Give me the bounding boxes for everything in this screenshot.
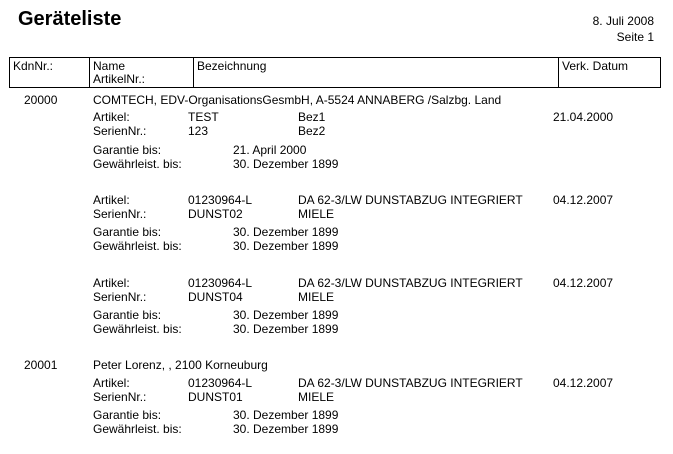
- customer-name: COMTECH, EDV-OrganisationsGesmbH, A-5524 ANNABERG /Salzbg. Land: [93, 93, 502, 107]
- bezeichnung-line1: DA 62-3/LW DUNSTABZUG INTEGRIERT: [298, 276, 523, 290]
- serien-number: DUNST01: [188, 390, 243, 404]
- verk-datum: 04.12.2007: [553, 376, 614, 390]
- verk-datum: 04.12.2007: [553, 276, 614, 290]
- bezeichnung-line2: MIELE: [298, 207, 335, 221]
- bezeichnung-line1: Bez1: [298, 110, 326, 124]
- label-garantie: Garantie bis:: [93, 308, 162, 322]
- garantie-date: 30. Dezember 1899: [233, 308, 339, 322]
- label-gewaehrleistung: Gewährleist. bis:: [93, 322, 182, 336]
- label-seriennr: SerienNr.:: [93, 124, 147, 138]
- gewaehrleistung-date: 30. Dezember 1899: [233, 239, 339, 253]
- bezeichnung-line2: Bez2: [298, 124, 326, 138]
- label-seriennr: SerienNr.:: [93, 290, 147, 304]
- gewaehrleistung-date: 30. Dezember 1899: [233, 157, 339, 171]
- label-seriennr: SerienNr.:: [93, 207, 147, 221]
- column-header-name: [90, 58, 194, 87]
- bezeichnung-line2: MIELE: [298, 290, 335, 304]
- bezeichnung-line1: DA 62-3/LW DUNSTABZUG INTEGRIERT: [298, 193, 523, 207]
- serien-number: DUNST02: [188, 207, 243, 221]
- garantie-date: 21. April 2000: [233, 143, 307, 157]
- garantie-date: 30. Dezember 1899: [233, 408, 339, 422]
- label-garantie: Garantie bis:: [93, 408, 162, 422]
- label-garantie: Garantie bis:: [93, 143, 162, 157]
- label-artikel: Artikel:: [93, 110, 130, 124]
- customer-name: Peter Lorenz, , 2100 Korneuburg: [93, 358, 268, 372]
- artikel-number: 01230964-L: [188, 276, 253, 290]
- label-gewaehrleistung: Gewährleist. bis:: [93, 422, 182, 436]
- column-header-verk-datum: [559, 58, 660, 87]
- report-date: 8. Juli 2008: [592, 14, 654, 28]
- bezeichnung-line2: MIELE: [298, 390, 335, 404]
- serien-number: 123: [188, 124, 209, 138]
- column-header-row: [9, 57, 661, 88]
- artikel-number: TEST: [188, 110, 219, 124]
- bezeichnung-line1: DA 62-3/LW DUNSTABZUG INTEGRIERT: [298, 376, 523, 390]
- label-artikel: Artikel:: [93, 276, 130, 290]
- verk-datum: 04.12.2007: [553, 193, 614, 207]
- page-number: Seite 1: [616, 30, 654, 44]
- artikel-number: 01230964-L: [188, 193, 253, 207]
- column-header-kdnnr: [10, 58, 90, 87]
- customer-number: 20000: [24, 93, 58, 107]
- label-artikel: Artikel:: [93, 193, 130, 207]
- gewaehrleistung-date: 30. Dezember 1899: [233, 422, 339, 436]
- label-seriennr: SerienNr.:: [93, 390, 147, 404]
- serien-number: DUNST04: [188, 290, 243, 304]
- column-header-bezeichnung-label: Bezeichnung: [197, 59, 267, 73]
- artikel-number: 01230964-L: [188, 376, 253, 390]
- label-artikel: Artikel:: [93, 376, 130, 390]
- verk-datum: 21.04.2000: [553, 110, 614, 124]
- column-header-artikelnr-label: ArtikelNr.:: [93, 72, 146, 86]
- label-gewaehrleistung: Gewährleist. bis:: [93, 239, 182, 253]
- label-gewaehrleistung: Gewährleist. bis:: [93, 157, 182, 171]
- column-header-kdnnr-label: KdnNr.:: [13, 59, 54, 73]
- customer-number: 20001: [24, 358, 58, 372]
- gewaehrleistung-date: 30. Dezember 1899: [233, 322, 339, 336]
- garantie-date: 30. Dezember 1899: [233, 225, 339, 239]
- report-title: Geräteliste: [18, 8, 122, 30]
- column-header-verk-datum-label: Verk. Datum: [562, 59, 629, 73]
- column-header-bezeichnung: [194, 58, 559, 87]
- label-garantie: Garantie bis:: [93, 225, 162, 239]
- column-header-name-label: Name: [93, 59, 126, 73]
